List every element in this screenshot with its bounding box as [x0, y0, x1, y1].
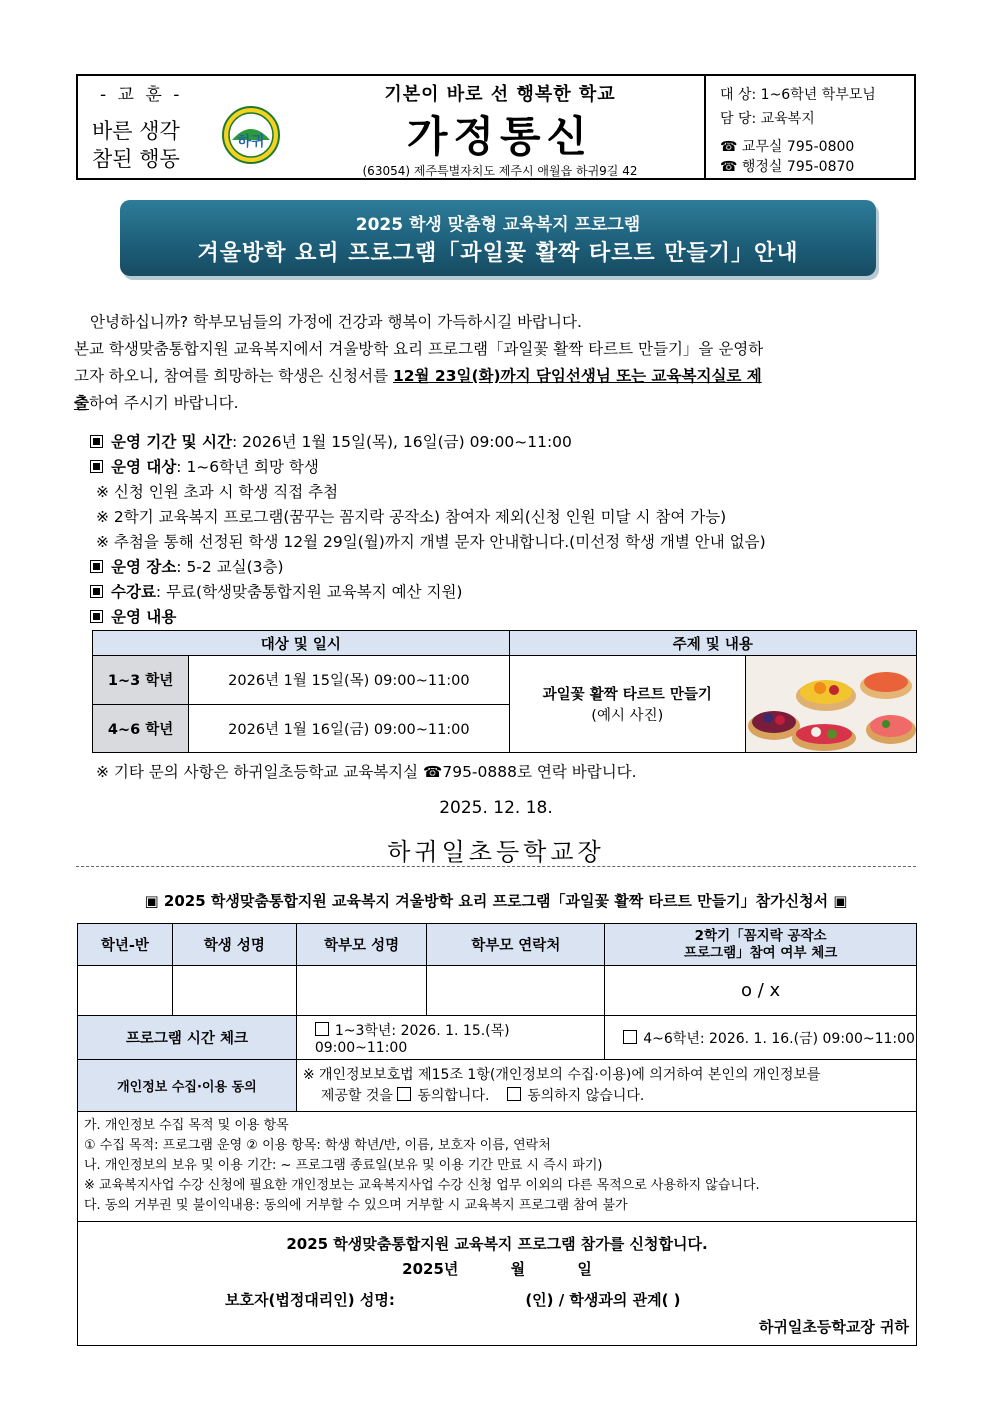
topic-cell: [509, 656, 745, 753]
addressee: 하귀일초등학교장 귀하: [758, 1318, 909, 1336]
period-value: : 2026년 1월 15일(목), 16일(금) 09:00~11:00: [232, 433, 572, 451]
header-divider: [704, 74, 706, 180]
application-form: [77, 923, 917, 1346]
intro-line-3: [74, 364, 922, 386]
bullet-square-icon: [90, 435, 103, 448]
schedule-table: [92, 630, 917, 753]
principal-name: 하귀일초등학교장: [387, 838, 605, 866]
header-prev-line-1: 2학기「꼼지락 공작소: [694, 927, 827, 944]
time-option-2[interactable]: [605, 1016, 917, 1060]
intro-line-1: 안녕하십니까? 학부모님들의 가정에 건강과 행복이 가득하시길 바랍니다.: [90, 313, 582, 331]
privacy-info-1: 가. 개인정보 수집 목적 및 이용 항목: [84, 1118, 289, 1133]
motto-title: - 교 훈 -: [100, 85, 183, 105]
header-target: 대 상: 1~6학년 학부모님: [720, 87, 876, 103]
class-input[interactable]: [78, 966, 173, 1016]
target-value: : 1~6학년 희망 학생: [176, 458, 319, 476]
period-item: [90, 430, 572, 452]
school-address: (63054) 제주특별자치도 제주시 애월읍 하귀9길 42: [362, 164, 638, 178]
grade-cell: 4~6 학년: [93, 704, 189, 753]
intro-line-2: 본교 학생맞춤통합지원 교육복지에서 겨울방학 요리 프로그램「과일꽃 활짝 타르트 만들기」을 운영하: [74, 340, 764, 358]
topic-text: 과일꽃 활짝 타르트 만들기: [542, 687, 712, 703]
signature-label: 보호자(법정대리인) 성명:: [225, 1291, 395, 1309]
target-item: [90, 455, 319, 477]
privacy-text-1: ※ 개인정보보호법 제15조 1항(개인정보의 수집·이용)에 의거하여 본인의 개인정보를: [302, 1066, 821, 1083]
privacy-consent: [296, 1060, 916, 1112]
date-cell: 2026년 1월 15일(목) 09:00~11:00: [189, 656, 509, 705]
note-3: ※ 추첨을 통해 선정된 학생 12월 29일(월)까지 개별 문자 안내합니다.(미선정 학생 개별 안내 없음): [96, 533, 766, 551]
bullet-square-icon: [90, 460, 103, 473]
schedule-header-target: 대상 및 일시: [93, 631, 510, 656]
checkbox-icon[interactable]: [315, 1022, 329, 1036]
newsletter-title: 가정통신: [406, 112, 594, 161]
deadline-text: 12월 23일(화)까지 담임선생님 또는 교육복지실로 제: [392, 367, 762, 385]
bullet-square-icon: [90, 610, 103, 623]
header-manager: 담 당: 교육복지: [720, 111, 815, 127]
intro-line-4: [74, 391, 922, 413]
bullet-square-icon: [90, 560, 103, 573]
intro-line-3-text: 고자 하오니, 참여를 희망하는 학생은 신청서를: [74, 367, 393, 385]
school-slogan: 기본이 바로 선 행복한 학교: [384, 84, 616, 105]
note-1: ※ 신청 인원 초과 시 학생 직접 추첨: [96, 483, 339, 501]
header-phone-office: ☎ 교무실 795-0800: [720, 139, 855, 155]
contact-note: ※ 기타 문의 사항은 하귀일초등학교 교육복지실 ☎795-0888로 연락 바랍니다.: [96, 763, 637, 781]
issue-date: 2025. 12. 18.: [439, 798, 553, 818]
signature-line: [79, 1289, 915, 1310]
disagree-text: 동의하지 않습니다.: [527, 1087, 645, 1104]
content-item: [90, 605, 176, 627]
school-logo: [222, 106, 280, 164]
target-label: 운영 대상: [111, 458, 177, 476]
time-option-1-text: 1~3학년: 2026. 1. 15.(목) 09:00~11:00: [314, 1022, 510, 1056]
banner-title: 겨울방학 요리 프로그램「과일꽃 활짝 타르트 만들기」안내: [197, 241, 799, 266]
banner-subtitle: 2025 학생 맞춤형 교육복지 프로그램: [355, 215, 641, 235]
tart-photo-cell: [745, 656, 916, 753]
parent-contact-input[interactable]: [427, 966, 605, 1016]
time-option-1[interactable]: [296, 1016, 604, 1060]
relationship-text: (인) / 학생과의 관계( ): [525, 1291, 681, 1309]
privacy-info-5: 다. 동의 거부권 및 불이익내용: 동의에 거부할 수 있으며 거부할 시 교육복지 프로그램 참여 불가: [84, 1198, 628, 1213]
fee-label: 수강료: [111, 583, 156, 601]
disagree-checkbox-icon[interactable]: [507, 1087, 521, 1101]
agree-text: 동의합니다.: [417, 1087, 490, 1104]
header-prev-program: [605, 924, 917, 966]
header-prev-line-2: 프로그램」참여 여부 체크: [683, 944, 838, 961]
intro-line-4-text: 하여 주시기 바랍니다.: [88, 394, 239, 412]
header-parent: 학부모 성명: [296, 924, 427, 966]
time-option-2-text: 4~6학년: 2026. 1. 16.(금) 09:00~11:00: [643, 1030, 915, 1047]
grade-cell: 1~3 학년: [93, 656, 189, 705]
privacy-info-3: 나. 개인정보의 보유 및 이용 기간: ~ 프로그램 종료일(보유 및 이용 기간 만료 시 즉시 파기): [84, 1158, 603, 1173]
content-label: 운영 내용: [111, 608, 177, 626]
apply-text: 2025 학생맞춤통합지원 교육복지 프로그램 참가를 신청합니다.: [286, 1235, 708, 1253]
student-name-input[interactable]: [172, 966, 296, 1016]
header-student: 학생 성명: [172, 924, 296, 966]
place-label: 운영 장소: [111, 558, 177, 576]
place-item: [90, 555, 284, 577]
motto-line-2: 참된 행동: [92, 147, 180, 171]
schedule-header-topic: 주제 및 내용: [509, 631, 916, 656]
date-cell: 2026년 1월 16일(금) 09:00~11:00: [189, 704, 509, 753]
motto-line-1: 바른 생각: [92, 119, 180, 143]
ox-check[interactable]: o / x: [605, 966, 917, 1016]
fee-item: [90, 580, 462, 602]
header-phone-admin: ☎ 행정실 795-0870: [720, 159, 855, 175]
privacy-label: 개인정보 수집·이용 동의: [78, 1060, 297, 1112]
privacy-info-2: ① 수집 목적: 프로그램 운영 ② 이용 항목: 학생 학년/반, 이름, 보호자 이름, 연락처: [84, 1138, 551, 1153]
privacy-text-2: 제공할 것을: [320, 1087, 393, 1104]
agree-checkbox-icon[interactable]: [397, 1087, 411, 1101]
header-contact: 학부모 연락처: [427, 924, 605, 966]
time-check-label: 프로그램 시간 체크: [78, 1016, 297, 1060]
deadline-text-end: 출: [74, 394, 89, 412]
cut-line: [76, 866, 916, 867]
title-banner: [120, 200, 876, 276]
checkbox-icon[interactable]: [623, 1030, 637, 1044]
apply-date-line: 2025년 월 일: [402, 1260, 592, 1278]
tart-photo: [746, 656, 916, 752]
privacy-info-4: ※ 교육복지사업 수강 신청에 필요한 개인정보는 교육복지사업 수강 신청 업무 이외의 다른 목적으로 사용하지 않습니다.: [84, 1178, 760, 1193]
place-value: : 5-2 교실(3층): [176, 558, 284, 576]
header-class: 학년-반: [78, 924, 173, 966]
apply-section: [78, 1222, 917, 1346]
note-2: ※ 2학기 교육복지 프로그램(꿈꾸는 꼼지락 공작소) 참여자 제외(신청 인원 미달 시 참여 가능): [96, 508, 727, 526]
period-label: 운영 기간 및 시간: [111, 433, 233, 451]
parent-name-input[interactable]: [296, 966, 427, 1016]
form-title: ▣ 2025 학생맞춤통합지원 교육복지 겨울방학 요리 프로그램「과일꽃 활짝 타르트 만들기」참가신청서 ▣: [144, 892, 848, 910]
fee-value: : 무료(학생맞춤통합지원 교육복지 예산 지원): [155, 583, 463, 601]
table-row: [93, 656, 917, 705]
privacy-details: [78, 1112, 917, 1222]
topic-note: (예시 사진): [591, 708, 664, 724]
logo-text: 하귀: [237, 134, 265, 150]
bullet-square-icon: [90, 585, 103, 598]
